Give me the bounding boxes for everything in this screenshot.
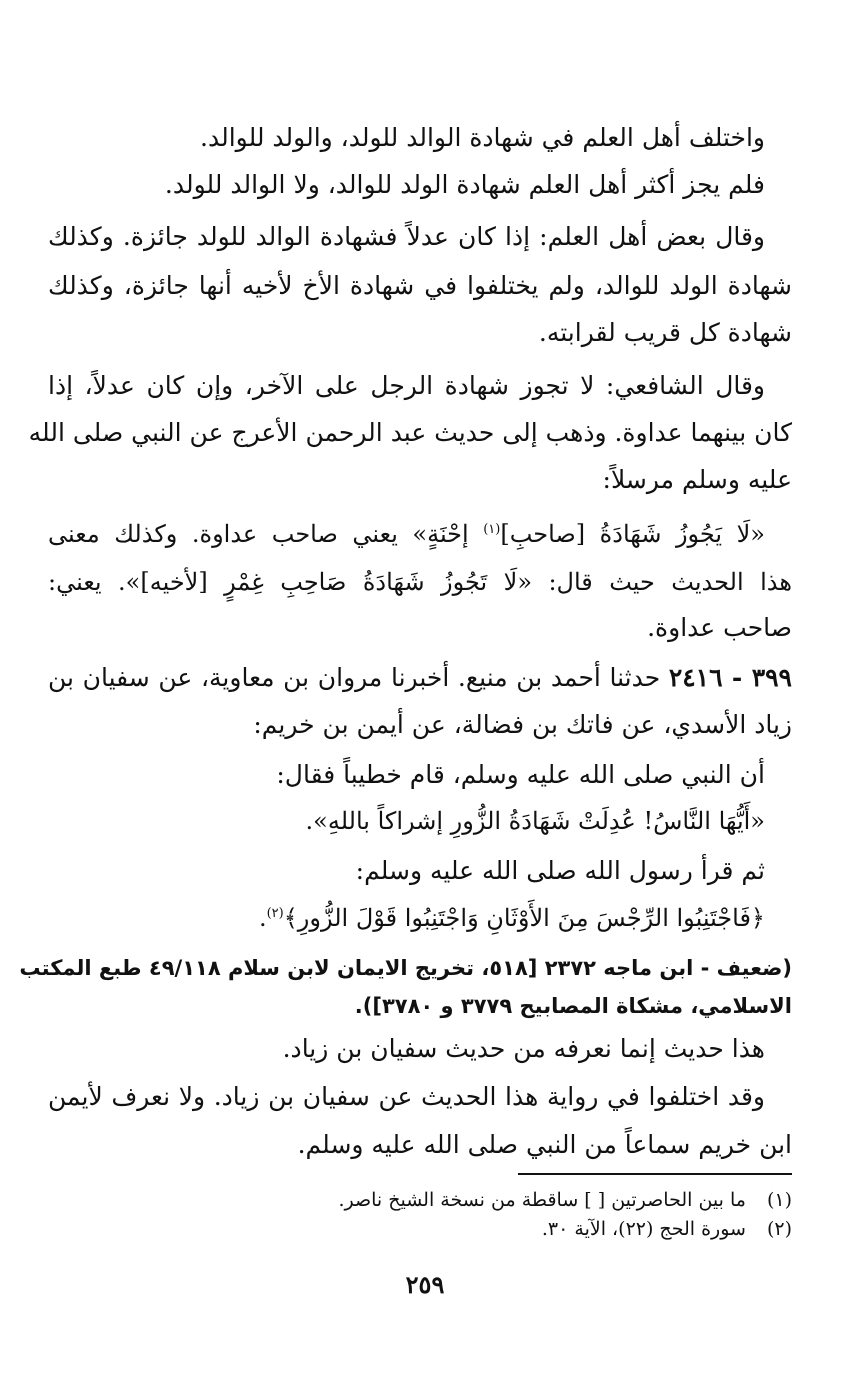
hadith-quote-start: «لَا يَجُوزُ شَهَادَةُ [صاحبِ] <box>500 520 765 548</box>
text-line <box>48 514 765 554</box>
grading-line: الاسلامي، مشكاة المصابيح ٣٧٧٩ و ٣٧٨٠]). <box>354 994 792 1018</box>
text-line: كان بينهما عداوة. وذهب إلى حديث عبد الرحمن الأعرج عن النبي صلى الله <box>28 418 792 447</box>
hadith-quote-rest: إحْنَةٍ» يعني صاحب عداوة. وكذلك معنى <box>48 520 484 548</box>
footnote-1 <box>48 1186 792 1214</box>
text-line: وقال الشافعي: لا تجوز شهادة الرجل على الآخر، وإن كان عدلاً، إذا <box>48 371 765 400</box>
isnad-text: حدثنا أحمد بن منيع. أخبرنا مروان بن معاوية، عن سفيان بن <box>48 663 669 692</box>
footnote-divider <box>518 1173 792 1175</box>
text-line: «أَيُّهَا النَّاسُ! عُدِلَتْ شَهَادَةُ الزُّورِ إشراكاً باللهِ». <box>305 807 765 835</box>
hadith-number: ٣٩٩ - ٢٤١٦ <box>668 663 792 692</box>
verse-end: . <box>258 904 267 932</box>
text-line <box>48 898 765 938</box>
footnote-number: (٢) <box>766 1218 792 1240</box>
text-line: أن النبي صلى الله عليه وسلم، قام خطيباً فقال: <box>276 760 765 789</box>
text-line: صاحب عداوة. <box>647 613 792 642</box>
text-line: فلم يجز أكثر أهل العلم شهادة الولد للوالد، ولا الوالد للولد. <box>164 170 765 199</box>
footnote-number: (١) <box>766 1189 792 1211</box>
footnote-marker: (١) <box>483 522 501 537</box>
text-line: وقال بعض أهل العلم: إذا كان عدلاً فشهادة الوالد للولد جائزة. وكذلك <box>48 222 765 251</box>
text-line: زياد الأسدي، عن فاتك بن فضالة، عن أيمن بن خريم: <box>253 710 792 739</box>
page-number: ٢٥٩ <box>405 1270 445 1299</box>
text-line: وقد اختلفوا في رواية هذا الحديث عن سفيان بن زياد. ولا نعرف لأيمن <box>48 1082 765 1111</box>
text-line: واختلف أهل العلم في شهادة الوالد للولد، والولد للوالد. <box>200 123 765 152</box>
footnote-text: ما بين الحاصرتين [ ] ساقطة من نسخة الشيخ ناصر. <box>338 1189 746 1211</box>
quran-verse: ﴿فَاجْتَنِبُوا الرِّجْسَ مِنَ الأَوْثَانِ وَاجْتَنِبُوا قَوْلَ الزُّورِ﴾ <box>283 904 765 932</box>
footnote-marker: (٢) <box>266 906 284 921</box>
text-line: عليه وسلم مرسلاً: <box>602 465 792 494</box>
footnote-text: سورة الحج (٢٢)، الآية ٣٠. <box>541 1218 746 1240</box>
text-line: شهادة الولد للوالد، ولم يختلفوا في شهادة الأخ لأخيه أنها جائزة، وكذلك <box>48 271 792 300</box>
text-line: هذا حديث إنما نعرفه من حديث سفيان بن زياد. <box>282 1034 765 1063</box>
grading-line: (ضعيف - ابن ماجه ٢٣٧٢ [٥١٨، تخريج الايمان لابن سلام ٤٩/١١٨ طبع المكتب <box>19 956 792 980</box>
text-line: شهادة كل قريب لقرابته. <box>538 318 792 347</box>
text-line: ابن خريم سماعاً من النبي صلى الله عليه وسلم. <box>297 1130 792 1159</box>
text-line: هذا الحديث حيث قال: «لَا تَجُوزُ شَهَادَةُ صَاحِبِ غِمْرٍ [لأخيه]». يعني: <box>48 568 792 596</box>
text-line <box>48 658 792 698</box>
text-line: ثم قرأ رسول الله صلى الله عليه وسلم: <box>355 856 765 885</box>
footnote-2 <box>48 1215 792 1243</box>
